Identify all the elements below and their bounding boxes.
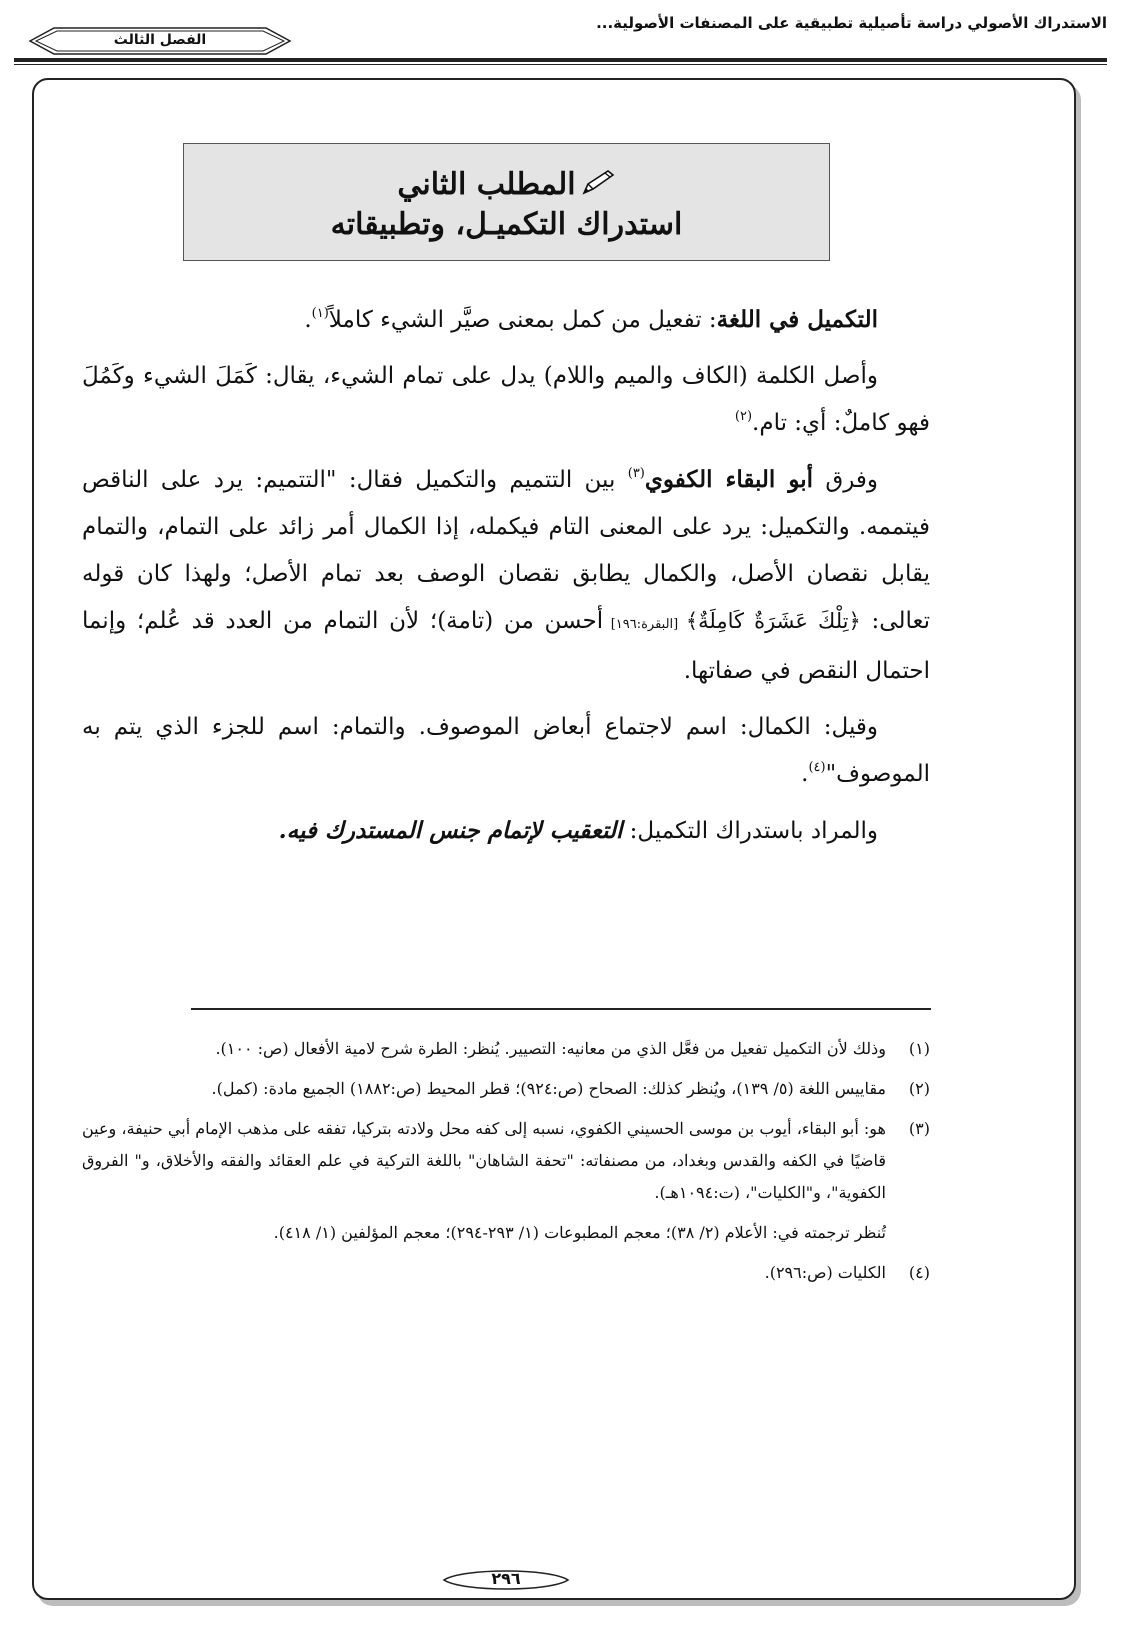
term-takmil-lugha: التكميل في اللغة	[716, 306, 878, 333]
section-title: المطلب الثاني	[397, 167, 576, 202]
verse-reference: [البقرة:١٩٦]	[603, 617, 686, 632]
paragraph-end: .	[801, 761, 809, 787]
footnote-text: الكليات (ص:٢٩٦).	[764, 1263, 886, 1282]
header-rule-thick	[14, 58, 1107, 62]
footnote-item	[82, 1113, 930, 1209]
footnote-item	[82, 1073, 930, 1105]
footnote-number: (٣)	[908, 1119, 930, 1138]
section-title-line	[184, 166, 829, 205]
chapter-tab-label: الفصل الثالث	[113, 32, 207, 48]
paragraph-istidrak-definition	[82, 807, 930, 855]
footnote-text: هو: أبو البقاء، أيوب بن موسى الحسيني الكفوي، نسبه إلى كفه محل ولادته بتركيا، تفقه على مذهب الإمام أبي حنيفة، وعين قاضيًا في الكفه والقدس وبغداد، من مصنفاته: "تحفة الشاهان" باللغة التركية في علم العقائد والفقه والأخلاق، و" الفروق الكفوية"، و"الكليات"، (ت:١٠٩٤هـ).	[82, 1119, 887, 1202]
quran-verse: ﴿تِلْكَ عَشَرَةٌ كَامِلَةٌ﴾	[685, 609, 861, 633]
paragraph-end: .	[304, 307, 312, 333]
paragraph-text: أحسن من (تامة)؛ لأن التمام من العدد قد عُلم؛ وإنما احتمال النقص في صفاتها.	[82, 608, 930, 684]
footnote-ref[interactable]: (١)	[311, 306, 329, 321]
footnote-number: (٢)	[908, 1079, 930, 1098]
footnote-item	[82, 1033, 930, 1065]
footnote-ref[interactable]: (٢)	[734, 409, 753, 424]
paragraph-text: بين التتميم والتكميل فقال: "التتميم: يرد على الناقص فيتممه. والتكميل: يرد على المعنى التام فيكمله، إذا الكمال أمر زائد على التمام، والتمام يقابل نقصان الأصل، والكمال يطابق نقصان الوصف بعد تمام الأصل؛ ولهذا كان قوله تعالى:	[82, 467, 930, 634]
paragraph-text: وأصل الكلمة (الكاف والميم واللام) يدل على تمام الشيء، يقال: كَمَلَ الشيء وكَمُلَ فهو كاملٌ: أي: تام.	[82, 363, 930, 436]
paragraph-kamal-definition	[82, 704, 930, 798]
footnotes	[82, 1033, 930, 1297]
footnote-continuation: تُنظر ترجمته في: الأعلام (٢/ ٣٨)؛ معجم المطبوعات (١/ ٢٩٣-٢٩٤)؛ معجم المؤلفين (١/ ٤١٨).	[273, 1223, 886, 1242]
page-number: ٢٩٦	[491, 1569, 521, 1588]
running-title: الاستدراك الأصولي دراسة تأصيلية تطبيقية على المصنفات الأصولية...	[596, 14, 1107, 32]
paragraph-text: وقيل: الكمال: اسم لاجتماع أبعاض الموصوف. والتمام: اسم للجزء الذي يتم به الموصوف"	[82, 714, 930, 787]
body-text	[82, 296, 930, 864]
footnote-text: مقاييس اللغة (٥/ ١٣٩)، ويُنظر كذلك: الصحاح (ص:٩٢٤)؛ قطر المحيط (ص:١٨٨٢) الجميع مادة: (كمل).	[211, 1079, 886, 1098]
paragraph-root-meaning	[82, 353, 930, 447]
header-rule-thin	[14, 64, 1107, 65]
section-subtitle: استدراك التكميـل، وتطبيقاته	[330, 207, 683, 242]
footnote-ref[interactable]: (٤)	[808, 760, 826, 775]
paragraph-text: والمراد باستدراك التكميل:	[622, 818, 878, 844]
scholar-name: أبو البقاء الكفوي	[644, 466, 814, 493]
footnote-item	[82, 1257, 930, 1289]
definition-text: التعقيب لإتمام جنس المستدرك فيه.	[278, 817, 623, 844]
chapter-tab	[28, 26, 292, 56]
section-heading-box	[183, 143, 830, 261]
page-number-badge	[442, 1567, 570, 1593]
paragraph-text: : تفعيل من كمل بمعنى صيَّر الشيء كاملاً	[328, 307, 717, 333]
footnote-number: (١)	[908, 1039, 930, 1058]
footnote-text: وذلك لأن التكميل تفعيل من فعَّل الذي من معانيه: التصيير. يُنظر: الطرة شرح لامية الأفعال (ص: ١٠٠).	[215, 1039, 886, 1058]
paragraph-text: وفرق	[813, 467, 878, 493]
footnote-number: (٤)	[908, 1263, 930, 1282]
footnote-separator	[191, 1008, 931, 1010]
footnote-ref[interactable]: (٣)	[627, 466, 645, 481]
paragraph-definition-language	[82, 296, 930, 344]
pencil-icon	[582, 167, 616, 205]
paragraph-kafawi-distinction	[82, 456, 930, 695]
